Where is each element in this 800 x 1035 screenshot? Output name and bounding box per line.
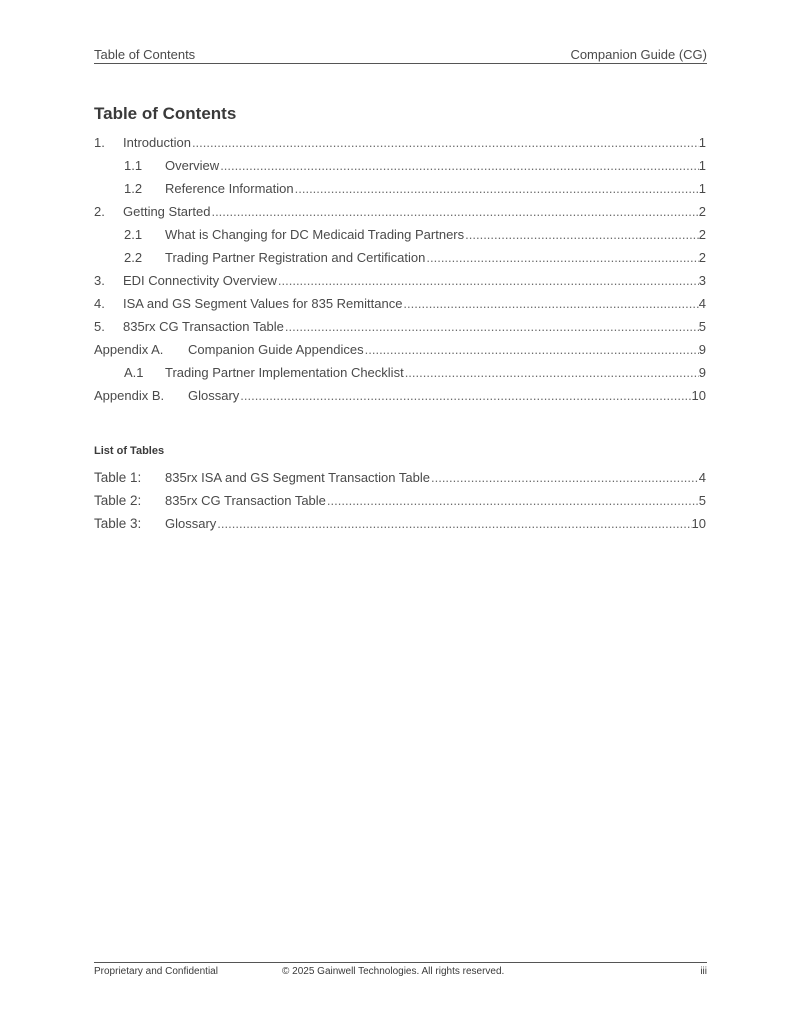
toc-entry-text: Reference Information — [165, 181, 294, 196]
toc-dot-leader — [239, 384, 691, 407]
toc-entry-introduction[interactable] — [94, 131, 706, 154]
lot-entry-number: Table 1: — [94, 470, 142, 485]
toc-title: Table of Contents — [94, 104, 237, 123]
lot-entry-text: Glossary — [165, 516, 217, 531]
toc-entry-page: 5 — [698, 319, 706, 334]
toc-dot-leader — [191, 131, 699, 154]
footer-confidentiality: Proprietary and Confidential — [94, 966, 218, 977]
lot-dot-leader — [430, 466, 699, 489]
lot-entry-number: Table 2: — [94, 493, 142, 508]
toc-entry-text: Getting Started — [123, 204, 211, 219]
toc-entry-number: 2.1 — [124, 227, 143, 242]
toc-dot-leader — [402, 292, 698, 315]
toc-entry-page: 1 — [698, 135, 706, 150]
toc-list — [94, 131, 706, 407]
lot-dot-leader — [326, 489, 699, 512]
lot-entry-table-2[interactable] — [94, 489, 706, 512]
toc-dot-leader — [294, 177, 699, 200]
toc-entry-page: 4 — [698, 296, 706, 311]
toc-dot-leader — [277, 269, 699, 292]
page-header — [94, 46, 707, 64]
toc-entry-page: 2 — [698, 204, 706, 219]
toc-entry-text: Overview — [165, 158, 220, 173]
toc-entry-text: What is Changing for DC Medicaid Trading Partners — [165, 227, 465, 242]
toc-entry-text: Glossary — [188, 388, 240, 403]
toc-entry-registration-certification[interactable] — [94, 246, 706, 269]
toc-entry-overview[interactable] — [94, 154, 706, 177]
toc-entry-page: 9 — [698, 365, 706, 380]
lot-entry-table-1[interactable] — [94, 466, 706, 489]
toc-dot-leader — [219, 154, 699, 177]
toc-dot-leader — [284, 315, 699, 338]
toc-dot-leader — [425, 246, 698, 269]
footer-page-number: iii — [700, 966, 707, 977]
toc-entry-page: 1 — [698, 158, 706, 173]
toc-entry-text: Trading Partner Registration and Certification — [165, 250, 426, 265]
lot-dot-leader — [216, 512, 691, 535]
lot-entry-table-3[interactable] — [94, 512, 706, 535]
toc-entry-text: EDI Connectivity Overview — [123, 273, 277, 288]
header-section-title: Table of Contents — [94, 47, 196, 62]
toc-entry-getting-started[interactable] — [94, 200, 706, 223]
toc-entry-cg-transaction-table[interactable] — [94, 315, 706, 338]
toc-entry-number: A.1 — [124, 365, 144, 380]
page-footer — [94, 962, 707, 981]
list-of-tables — [94, 466, 706, 535]
toc-entry-page: 3 — [698, 273, 706, 288]
header-document-title: Companion Guide (CG) — [570, 47, 707, 62]
lot-entry-page: 4 — [698, 470, 706, 485]
toc-entry-page: 10 — [691, 388, 706, 403]
lot-entry-page: 5 — [698, 493, 706, 508]
toc-entry-number: 1. — [94, 135, 105, 150]
lot-entry-text: 835rx ISA and GS Segment Transaction Table — [165, 470, 430, 485]
footer-copyright: © 2025 Gainwell Technologies. All rights reserved. — [282, 966, 505, 977]
toc-entry-appendix-b[interactable] — [94, 384, 706, 407]
lot-entry-text: 835rx CG Transaction Table — [165, 493, 326, 508]
toc-entry-number: 5. — [94, 319, 105, 334]
toc-entry-text: Trading Partner Implementation Checklist — [165, 365, 404, 380]
toc-entry-number: 4. — [94, 296, 105, 311]
list-of-tables-heading: List of Tables — [94, 445, 165, 457]
toc-entry-text: ISA and GS Segment Values for 835 Remittance — [123, 296, 403, 311]
toc-dot-leader — [210, 200, 698, 223]
toc-entry-isa-gs-segment-values[interactable] — [94, 292, 706, 315]
toc-entry-page: 9 — [698, 342, 706, 357]
toc-dot-leader — [404, 361, 699, 384]
lot-entry-page: 10 — [691, 516, 706, 531]
toc-entry-number: 1.2 — [124, 181, 143, 196]
toc-entry-text: 835rx CG Transaction Table — [123, 319, 284, 334]
toc-entry-number: 1.1 — [124, 158, 143, 173]
toc-dot-leader — [364, 338, 699, 361]
toc-entry-implementation-checklist[interactable] — [94, 361, 706, 384]
toc-entry-page: 1 — [698, 181, 706, 196]
toc-entry-text: Introduction — [123, 135, 191, 150]
toc-entry-number: Appendix A. — [94, 342, 164, 357]
toc-dot-leader — [464, 223, 699, 246]
toc-entry-page: 2 — [698, 250, 706, 265]
toc-entry-reference-information[interactable] — [94, 177, 706, 200]
toc-entry-page: 2 — [698, 227, 706, 242]
toc-entry-edi-connectivity[interactable] — [94, 269, 706, 292]
toc-entry-number: Appendix B. — [94, 388, 165, 403]
toc-entry-appendix-a[interactable] — [94, 338, 706, 361]
lot-entry-number: Table 3: — [94, 516, 142, 531]
toc-entry-what-is-changing[interactable] — [94, 223, 706, 246]
toc-entry-number: 2. — [94, 204, 105, 219]
toc-entry-number: 2.2 — [124, 250, 143, 265]
toc-entry-text: Companion Guide Appendices — [188, 342, 364, 357]
toc-entry-number: 3. — [94, 273, 105, 288]
